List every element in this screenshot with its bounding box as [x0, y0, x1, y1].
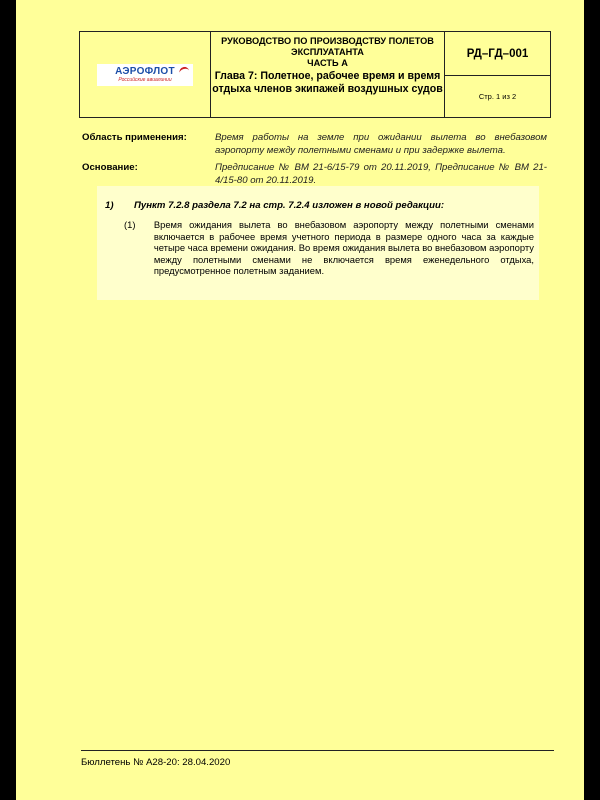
scope-row	[82, 132, 547, 157]
chapter-title: Глава 7: Полетное, рабочее время и время отдыха членов экипажей воздушных судов	[212, 70, 443, 95]
scope-label: Область применения:	[82, 132, 187, 143]
amendment-heading	[105, 200, 444, 211]
logo-name: АЭРОФЛОТ	[115, 66, 175, 77]
item-number: (1)	[124, 219, 136, 230]
basis-label: Основание:	[82, 162, 138, 173]
basis-row	[82, 162, 547, 187]
wing-icon	[178, 65, 189, 74]
amendment-block	[97, 186, 539, 300]
item-text: Время ожидания вылета во внебазовом аэропорту между полетными сменами включается в рабочее время учетного периода в размере одного часа за каждые четыре часа времени ожидания. Во время ожидания вылета во внебазовом аэропорту между полетными сменами не включается время еженедельного отдыха, предусмотренное полетным заданием.	[153, 219, 534, 276]
code-cell	[445, 32, 550, 117]
amendment-title: Пункт 7.2.8 раздела 7.2 на стр. 7.2.4 изложен в новой редакции:	[134, 200, 445, 211]
document-header	[79, 31, 551, 118]
document-page	[16, 0, 584, 800]
logo-subtitle: Российские авиалинии	[118, 77, 172, 83]
basis-value: Предписание № ВМ 21-6/15-79 от 20.11.2019, Предписание № ВМ 21-4/15-80 от 20.11.2019.	[215, 162, 547, 186]
title-cell	[211, 32, 445, 117]
amendment-item	[124, 219, 534, 277]
amendment-number: 1)	[105, 200, 114, 211]
aeroflot-logo	[97, 64, 193, 86]
document-footer	[81, 750, 554, 768]
document-code: РД–ГД–001	[445, 32, 550, 76]
part-title: ЧАСТЬ А	[307, 58, 348, 68]
scope-value: Время работы на земле при ожидании вылета во внебазовом аэропорту между полетными сменами и при задержке вылета.	[215, 132, 547, 156]
logo-cell	[80, 32, 211, 117]
manual-title: РУКОВОДСТВО ПО ПРОИЗВОДСТВУ ПОЛЕТОВ ЭКСПЛУАТАНТА	[221, 36, 434, 57]
page-info: Стр. 1 из 2	[478, 92, 517, 101]
bulletin-info: Бюллетень № А28-20: 28.04.2020	[81, 757, 231, 768]
